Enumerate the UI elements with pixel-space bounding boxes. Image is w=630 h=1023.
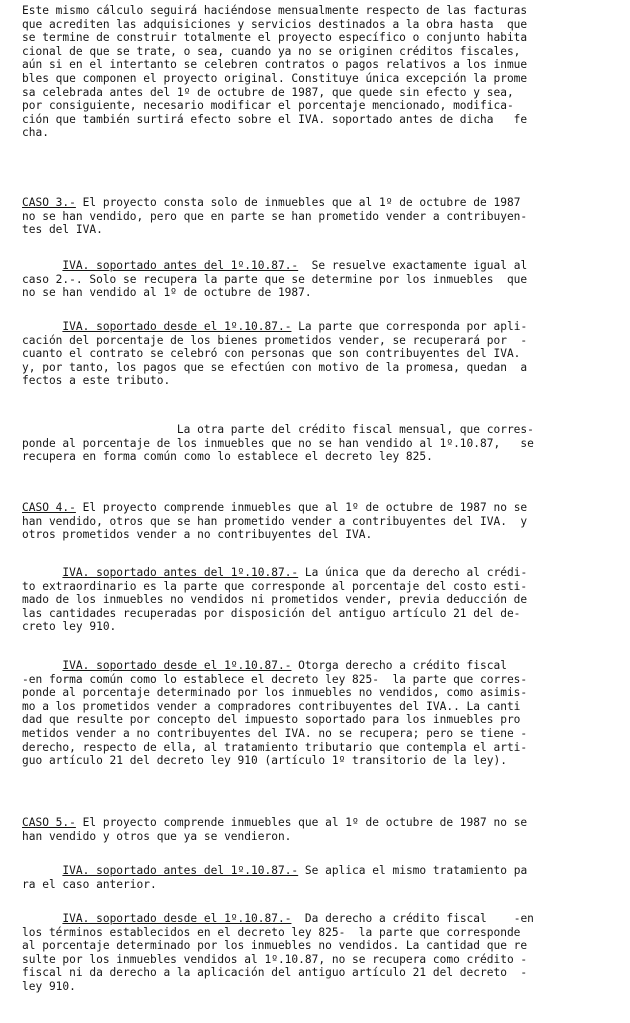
text-line: mo a los prometidos vender a compradores contribuyentes del IVA.. La canti bbox=[22, 699, 521, 713]
text-line: metidos vender a no contribuyentes del IVA. no se recupera; pero se tiene - bbox=[22, 726, 528, 740]
text-line: creto ley 910. bbox=[22, 620, 117, 634]
caso-4-antes-label: IVA. soportado antes del 1º.10.87.- bbox=[62, 566, 299, 579]
text-line: han vendido y otros que ya se vendieron. bbox=[22, 829, 292, 843]
text-line: derecho, respecto de ella, al tratamiento tributario que contempla el arti- bbox=[22, 740, 528, 754]
text-line: IVA. soportado desde el 1º.10.87.- Otorga derecho a crédito fiscal bbox=[62, 659, 507, 672]
text-line: los términos establecidos en el decreto ley 825- la parte que corresponde bbox=[22, 925, 521, 939]
text-line: IVA. soportado antes del 1º.10.87.- La única que da derecho al crédi- bbox=[62, 566, 528, 579]
caso-3-otra-paragraph bbox=[22, 423, 618, 464]
text-line: IVA. soportado antes del 1º.10.87.- Se resuelve exactamente igual al bbox=[62, 259, 528, 272]
caso-4-desde-label: IVA. soportado desde el 1º.10.87.- bbox=[62, 659, 292, 672]
text-line: ley 910. bbox=[22, 979, 76, 993]
caso-3-desde-paragraph bbox=[22, 320, 618, 388]
text-line: CASO 3.- El proyecto consta solo de inmuebles que al 1º de octubre de 1987 bbox=[22, 196, 521, 209]
caso-5-desde-label: IVA. soportado desde el 1º.10.87.- bbox=[62, 912, 292, 925]
text-line: aún si en el intertanto se celebren contratos o pagos relativos a los inmue bbox=[22, 58, 528, 72]
text-line: guo artículo 21 del decreto ley 910 (artículo 1º transitorio de la ley). bbox=[22, 754, 507, 768]
text-line: tes del IVA. bbox=[22, 223, 103, 237]
caso-4-heading: CASO 4.- bbox=[22, 501, 76, 514]
caso-3-heading: CASO 3.- bbox=[22, 196, 76, 209]
text-line: Este mismo cálculo seguirá haciéndose mensualmente respecto de las facturas bbox=[22, 4, 528, 17]
caso-3-desde-label: IVA. soportado desde el 1º.10.87.- bbox=[62, 320, 292, 333]
caso-5-antes-paragraph bbox=[22, 864, 618, 891]
caso-5-desde-paragraph bbox=[22, 912, 618, 994]
text-line: sulte por los inmuebles vendidos al 1º.10.87, no se recupera como crédito - bbox=[22, 952, 528, 966]
text-line: no se han vendido al 1º de octubre de 1987. bbox=[22, 286, 312, 300]
text-line: ra el caso anterior. bbox=[22, 877, 157, 891]
caso-4-paragraph bbox=[22, 501, 618, 542]
text-line: que acrediten las adquisiciones y servicios destinados a la obra hasta que bbox=[22, 17, 528, 31]
text-line: cha. bbox=[22, 126, 49, 140]
text-line: no se han vendido, pero que en parte se han prometido vender a contribuyen- bbox=[22, 209, 528, 223]
text-line: otros prometidos vender a no contribuyentes del IVA. bbox=[22, 528, 373, 542]
text-line: La otra parte del crédito fiscal mensual, que corres- bbox=[22, 423, 534, 436]
text-line: fectos a este tributo. bbox=[22, 374, 171, 388]
caso-4-desde-paragraph bbox=[22, 659, 618, 768]
text-line: han vendido, otros que se han prometido vender a contribuyentes del IVA. y bbox=[22, 514, 528, 528]
text-line: IVA. soportado antes del 1º.10.87.- Se aplica el mismo tratamiento pa bbox=[62, 864, 528, 877]
caso-3-paragraph bbox=[22, 196, 618, 237]
intro-paragraph bbox=[22, 4, 618, 140]
caso-5-heading: CASO 5.- bbox=[22, 816, 76, 829]
text-line: -en forma común como lo establece el decreto ley 825- la parte que corres- bbox=[22, 672, 528, 686]
text-line: ponde al porcentaje determinado por los inmuebles no vendidos, como asimis- bbox=[22, 686, 528, 700]
caso-5-antes-label: IVA. soportado antes del 1º.10.87.- bbox=[62, 864, 299, 877]
text-line: bles que componen el proyecto original. Constituye única excepción la prome bbox=[22, 71, 528, 85]
caso-4-antes-paragraph bbox=[22, 566, 618, 634]
text-line: fiscal ni da derecho a la aplicación del antiguo artículo 21 del decreto - bbox=[22, 966, 528, 980]
text-line: CASO 5.- El proyecto comprende inmuebles que al 1º de octubre de 1987 no se bbox=[22, 816, 528, 829]
text-line: mado de los inmuebles no vendidos ni prometidos vender, previa deducción de bbox=[22, 593, 528, 607]
text-line: las cantidades recuperadas por disposición del antiguo artículo 21 del de- bbox=[22, 606, 521, 620]
text-line: to extraordinario es la parte que corresponde al porcentaje del costo esti- bbox=[22, 579, 528, 593]
text-line: CASO 4.- El proyecto comprende inmuebles que al 1º de octubre de 1987 no se bbox=[22, 501, 528, 514]
text-line: se termine de construir totalmente el proyecto específico o conjunto habita bbox=[22, 31, 528, 45]
text-line: cuanto el contrato se celebró con personas que son contribuyentes del IVA. bbox=[22, 347, 521, 361]
text-line: IVA. soportado desde el 1º.10.87.- La parte que corresponda por apli- bbox=[62, 320, 528, 333]
text-line: caso 2.-. Solo se recupera la parte que se determine por los inmuebles que bbox=[22, 272, 528, 286]
text-line: ponde al porcentaje de los inmuebles que no se han vendido al 1º.10.87, se bbox=[22, 436, 534, 450]
text-line: IVA. soportado desde el 1º.10.87.- Da derecho a crédito fiscal -en bbox=[62, 912, 534, 925]
caso-3-antes-label: IVA. soportado antes del 1º.10.87.- bbox=[62, 259, 299, 272]
text-line: y, por tanto, los pagos que se efectúen con motivo de la promesa, quedan a bbox=[22, 360, 528, 374]
text-line: ción que también surtirá efecto sobre el IVA. soportado antes de dicha fe bbox=[22, 112, 528, 126]
text-line: cación del porcentaje de los bienes prometidos vender, se recuperará por - bbox=[22, 333, 528, 347]
text-line: por consiguiente, necesario modificar el porcentaje mencionado, modifica- bbox=[22, 99, 514, 113]
caso-3-antes-paragraph bbox=[22, 259, 618, 300]
caso-5-paragraph bbox=[22, 816, 618, 843]
text-line: dad que resulte por concepto del impuesto soportado para los inmuebles pro bbox=[22, 713, 521, 727]
text-line: recupera en forma común como lo establece el decreto ley 825. bbox=[22, 450, 433, 464]
text-line: al porcentaje determinado por los inmuebles no vendidos. La cantidad que re bbox=[22, 939, 528, 953]
text-line: cional de que se trate, o sea, cuando ya no se originen créditos fiscales, bbox=[22, 44, 521, 58]
text-line: sa celebrada antes del 1º de octubre de 1987, que quede sin efecto y sea, bbox=[22, 85, 514, 99]
